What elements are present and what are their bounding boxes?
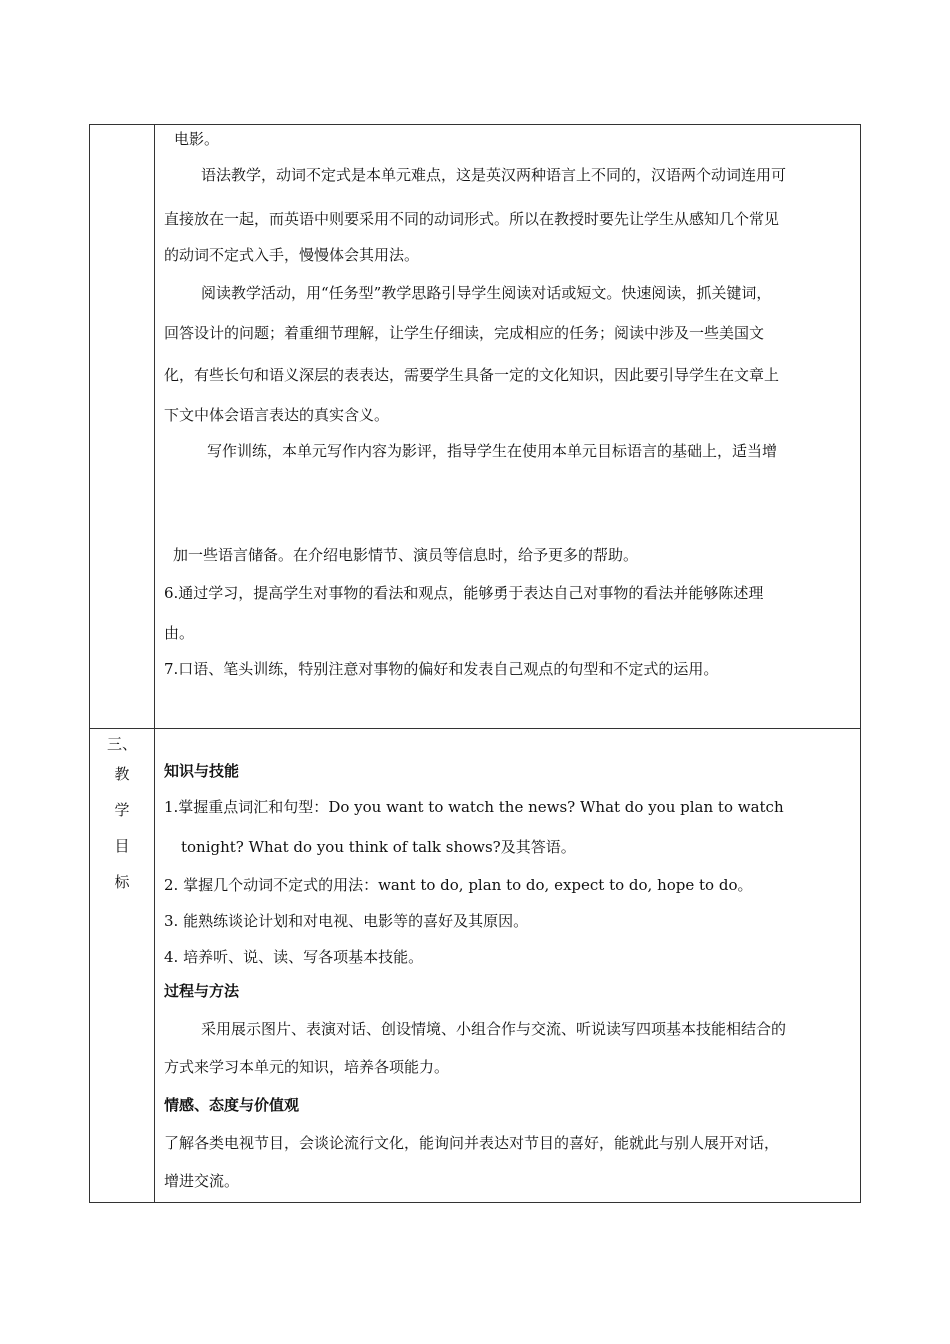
text-line: 下文中体会语言表达的真实含义。 <box>164 406 390 424</box>
text-line: 采用展示图片、表演对话、创设情境、小组合作与交流、听说读写四项基本技能相结合的 <box>201 1020 787 1038</box>
objective-item-continued: tonight? What do you think of talk shows?及其答语。 <box>181 838 576 856</box>
text-line: 7.口语、笔头训练，特别注意对事物的偏好和发表自己观点的句型和不定式的运用。 <box>164 660 719 678</box>
heading-emotion-attitude-values: 情感、态度与价值观 <box>164 1096 300 1114</box>
text-line: 增进交流。 <box>164 1172 240 1190</box>
objective-item: 2. 掌握几个动词不定式的用法：want to do, plan to do, expect to do, hope to do。 <box>164 876 753 894</box>
section-label-number: 三、 <box>106 735 137 753</box>
section-label-char: 教 <box>114 765 130 783</box>
section-label-char: 学 <box>114 801 130 819</box>
table-row-teaching-notes <box>90 125 861 729</box>
text-line: 化，有些长句和语义深层的表表达，需要学生具备一定的文化知识，因此要引导学生在文章上 <box>164 366 780 384</box>
text-line: 语法教学，动词不定式是本单元难点，这是英汉两种语言上不同的，汉语两个动词连用可 <box>201 166 787 184</box>
lesson-plan-table <box>89 124 861 1203</box>
objective-item: 1.掌握重点词汇和句型：Do you want to watch the news? What do you plan to watch <box>164 798 784 816</box>
row1-label-cell <box>90 125 155 729</box>
table-row-teaching-objectives <box>90 729 861 1203</box>
text-line: 6.通过学习，提高学生对事物的看法和观点，能够勇于表达自己对事物的看法并能够陈述理 <box>164 584 764 602</box>
text-line: 写作训练，本单元写作内容为影评，指导学生在使用本单元目标语言的基础上，适当增 <box>207 442 778 460</box>
text-line: 加一些语言储备。在介绍电影情节、演员等信息时，给予更多的帮助。 <box>173 546 639 564</box>
text-line: 由。 <box>164 624 195 642</box>
text-line: 直接放在一起，而英语中则要采用不同的动词形式。所以在教授时要先让学生从感知几个常见 <box>164 210 780 228</box>
text-line: 的动词不定式入手，慢慢体会其用法。 <box>164 246 420 264</box>
heading-process-method: 过程与方法 <box>164 982 240 1000</box>
text-line: 了解各类电视节目，会谈论流行文化，能询问并表达对节目的喜好，能就此与别人展开对话， <box>164 1134 780 1152</box>
row2-label-cell <box>90 729 155 1203</box>
text-line: 回答设计的问题；着重细节理解，让学生仔细读，完成相应的任务；阅读中涉及一些美国文 <box>164 324 765 342</box>
text-line: 电影。 <box>174 130 220 148</box>
row2-content-cell <box>155 729 861 1203</box>
objective-item: 4. 培养听、说、读、写各项基本技能。 <box>164 948 424 966</box>
heading-knowledge-skills: 知识与技能 <box>164 762 240 780</box>
objective-item: 3. 能熟练谈论计划和对电视、电影等的喜好及其原因。 <box>164 912 529 930</box>
section-label-char: 标 <box>114 873 130 891</box>
section-label-char: 目 <box>114 837 130 855</box>
text-line: 阅读教学活动，用“任务型”教学思路引导学生阅读对话或短文。快速阅读，抓关键词， <box>201 284 772 302</box>
row1-content-cell <box>155 125 861 729</box>
text-line: 方式来学习本单元的知识，培养各项能力。 <box>164 1058 450 1076</box>
